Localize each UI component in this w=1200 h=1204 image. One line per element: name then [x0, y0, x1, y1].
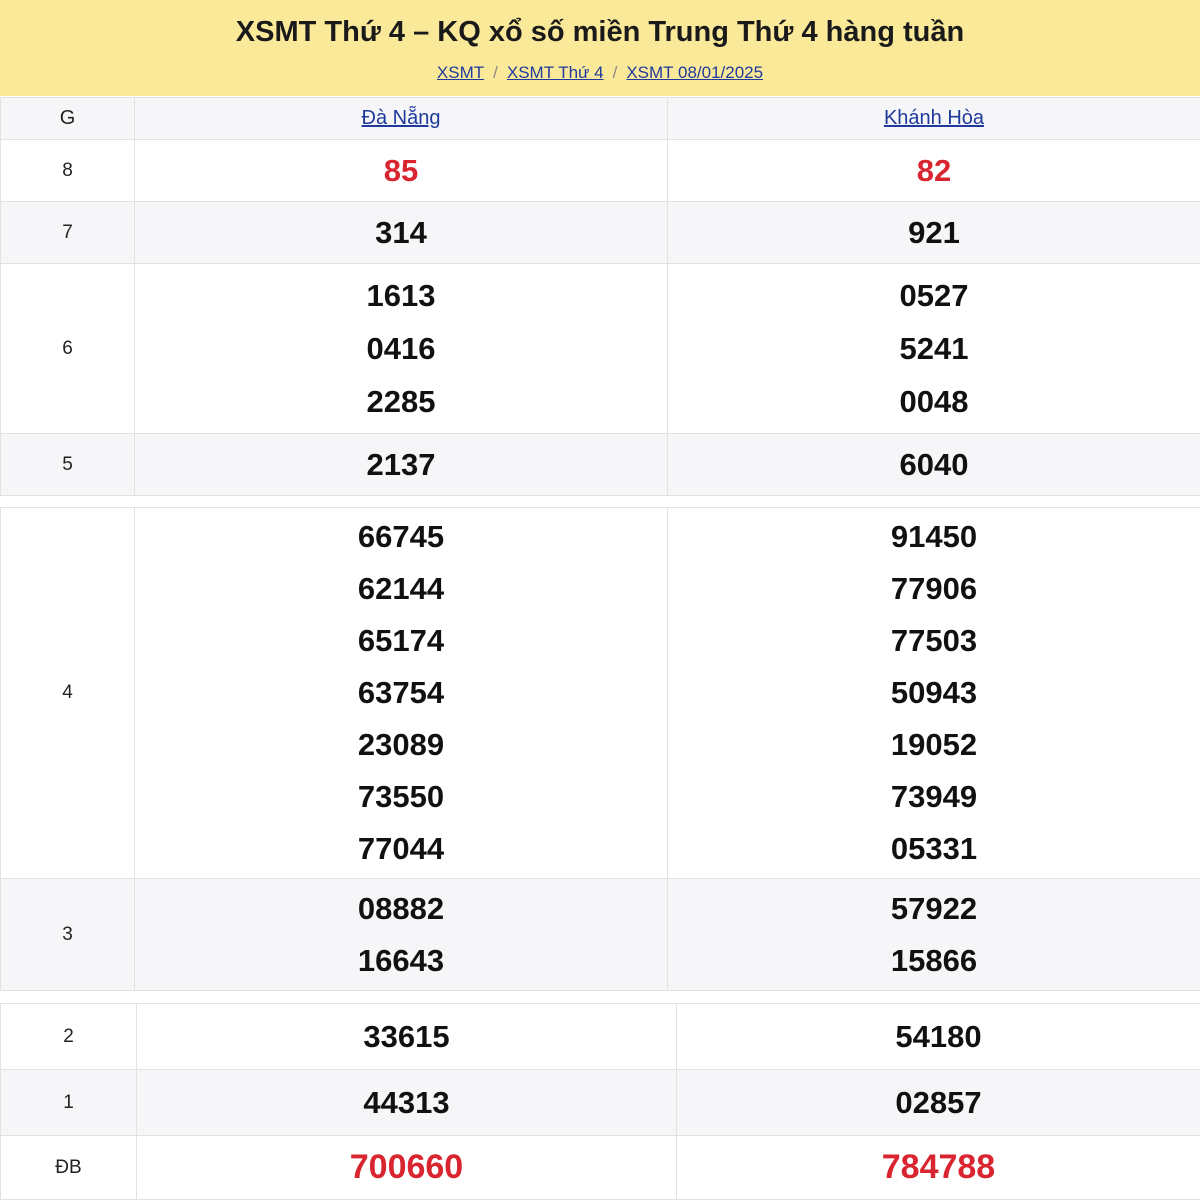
prize-row-6 — [1, 264, 1200, 434]
prize-number: 44313 — [137, 1070, 677, 1136]
prize-number: 02857 — [677, 1070, 1200, 1136]
prize-number: 23089 — [357, 727, 445, 762]
prize-number: 19052 — [890, 727, 978, 762]
prize-number: 50943 — [890, 675, 978, 710]
results-table-bottom — [0, 1003, 1200, 1200]
prize-cell — [135, 508, 668, 879]
prize-number: 0527 — [899, 278, 969, 313]
prize-number: 1613 — [366, 278, 436, 313]
col-header-g: G — [1, 98, 135, 140]
prize-number: 314 — [135, 202, 668, 264]
prize-number: 16643 — [357, 942, 445, 978]
prize-number: 33615 — [137, 1004, 677, 1070]
breadcrumb-xsmt-thu-4[interactable]: XSMT Thứ 4 — [506, 63, 604, 82]
prize-cell — [135, 264, 668, 434]
prize-label: 5 — [1, 434, 135, 496]
prize-row-3 — [1, 879, 1200, 991]
prize-row-special — [1, 1136, 1200, 1200]
page-title: XSMT Thứ 4 – KQ xổ số miền Trung Thứ 4 hàng tuần — [235, 16, 965, 48]
prize-label: 1 — [1, 1070, 137, 1136]
prize-row-2 — [1, 1004, 1200, 1070]
prize-number: 0048 — [899, 384, 969, 419]
prize-label: ĐB — [1, 1136, 137, 1200]
prize-label: 2 — [1, 1004, 137, 1070]
breadcrumb-xsmt[interactable]: XSMT — [436, 63, 485, 82]
results-table-top — [0, 97, 1200, 496]
breadcrumb-separator: / — [612, 63, 618, 82]
prize-number: 57922 — [890, 890, 978, 926]
prize-number: 91450 — [890, 519, 978, 554]
prize-cell — [135, 879, 668, 991]
prize-label: 4 — [1, 508, 135, 879]
prize-number: 77503 — [890, 623, 978, 658]
breadcrumb — [0, 62, 1200, 84]
prize-number: 62144 — [357, 571, 445, 606]
prize-number: 0416 — [366, 331, 436, 366]
prize-number: 73550 — [357, 779, 445, 814]
prize-number: 08882 — [357, 890, 445, 926]
prize-number: 63754 — [357, 675, 445, 710]
breadcrumb-xsmt-date[interactable]: XSMT 08/01/2025 — [626, 63, 764, 82]
province-header-khanh-hoa — [668, 98, 1200, 140]
prize-number: 65174 — [357, 623, 445, 658]
prize-row-7 — [1, 202, 1200, 264]
prize-number: 85 — [135, 140, 668, 202]
prize-number: 73949 — [890, 779, 978, 814]
prize-cell — [668, 508, 1200, 879]
prize-number: 05331 — [890, 831, 978, 866]
prize-number: 77906 — [890, 571, 978, 606]
prize-number: 2285 — [366, 384, 436, 419]
table-header-row — [1, 98, 1200, 140]
prize-row-8 — [1, 140, 1200, 202]
prize-row-4 — [1, 508, 1200, 879]
prize-label: 7 — [1, 202, 135, 264]
results-table-middle — [0, 507, 1200, 991]
prize-row-1 — [1, 1070, 1200, 1136]
breadcrumb-separator: / — [493, 63, 498, 82]
prize-number: 54180 — [677, 1004, 1200, 1070]
province-link-khanh-hoa[interactable]: Khánh Hòa — [883, 107, 985, 129]
prize-number: 66745 — [357, 519, 445, 554]
province-header-da-nang — [135, 98, 668, 140]
prize-number: 6040 — [668, 434, 1200, 496]
prize-label: 8 — [1, 140, 135, 202]
prize-number: 15866 — [890, 942, 978, 978]
prize-row-5 — [1, 434, 1200, 496]
prize-number: 5241 — [899, 331, 969, 366]
prize-number: 921 — [668, 202, 1200, 264]
prize-cell — [668, 264, 1200, 434]
prize-cell — [668, 879, 1200, 991]
special-prize-number: 700660 — [137, 1136, 677, 1200]
prize-label: 3 — [1, 879, 135, 991]
prize-number: 82 — [668, 140, 1200, 202]
page-header — [0, 0, 1200, 96]
province-link-da-nang[interactable]: Đà Nẵng — [361, 107, 441, 129]
prize-label: 6 — [1, 264, 135, 434]
prize-number: 2137 — [135, 434, 668, 496]
special-prize-number: 784788 — [677, 1136, 1200, 1200]
prize-number: 77044 — [357, 831, 445, 866]
